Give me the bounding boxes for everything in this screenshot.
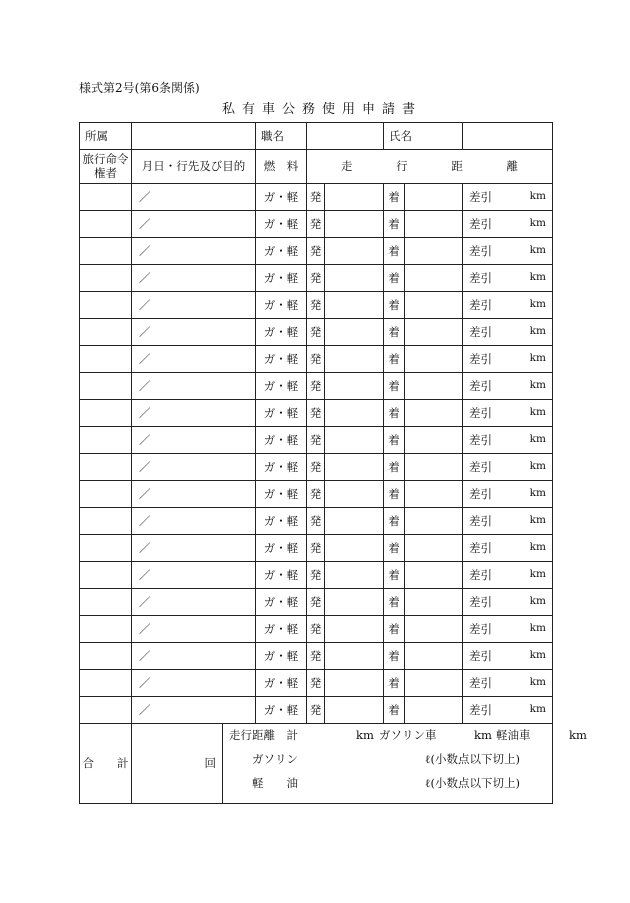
arrive-value[interactable] [405, 211, 463, 238]
authority-cell[interactable] [80, 292, 132, 319]
km-unit: km [529, 406, 546, 418]
authority-cell[interactable] [80, 373, 132, 400]
authority-cell[interactable] [80, 616, 132, 643]
km-unit: km [529, 433, 546, 445]
total-label: 合 計 [80, 724, 132, 804]
fuel-type-cell[interactable]: ガ・軽 [256, 454, 307, 481]
fuel-type-cell[interactable]: ガ・軽 [256, 697, 307, 724]
authority-cell[interactable] [80, 238, 132, 265]
depart-value[interactable] [325, 346, 384, 373]
km-unit: km [529, 352, 546, 364]
name-label-cell [384, 123, 463, 150]
depart-label: 発 [307, 184, 325, 211]
name-label: 氏名 [389, 128, 412, 143]
depart-value[interactable] [325, 562, 384, 589]
difference-cell[interactable] [463, 535, 553, 562]
date-destination-cell[interactable]: ／ [132, 238, 256, 265]
travel-row [80, 265, 553, 292]
depart-value[interactable] [325, 238, 384, 265]
authority-cell[interactable] [80, 265, 132, 292]
arrive-label: 着 [384, 670, 405, 697]
name-field[interactable] [463, 123, 553, 150]
arrive-value[interactable] [405, 616, 463, 643]
distance-header [307, 150, 553, 184]
depart-label: 発 [307, 427, 325, 454]
form-body [80, 123, 587, 804]
difference-cell[interactable] [463, 697, 553, 724]
arrive-label: 着 [384, 454, 405, 481]
arrive-value[interactable] [405, 292, 463, 319]
difference-label: 差引 [469, 595, 492, 609]
authority-header: 旅行命令権者 [80, 150, 132, 184]
arrive-label: 着 [384, 373, 405, 400]
fuel-type-cell[interactable]: ガ・軽 [256, 427, 307, 454]
diesel-label: 軽 油 [252, 776, 298, 790]
authority-cell[interactable] [80, 184, 132, 211]
travel-row [80, 319, 553, 346]
depart-label: 発 [307, 562, 325, 589]
arrive-value[interactable] [405, 184, 463, 211]
authority-cell[interactable] [80, 697, 132, 724]
fuel-type-cell[interactable]: ガ・軽 [256, 616, 307, 643]
summary-line [229, 777, 546, 801]
distance-char-2: 行 [396, 159, 408, 174]
arrive-label: 着 [384, 346, 405, 373]
date-destination-cell[interactable]: ／ [132, 508, 256, 535]
difference-label: 差引 [469, 649, 492, 663]
fuel-type-cell[interactable]: ガ・軽 [256, 643, 307, 670]
authority-cell[interactable] [80, 400, 132, 427]
travel-row [80, 238, 553, 265]
travel-row [80, 454, 553, 481]
authority-cell[interactable] [80, 454, 132, 481]
affiliation-field[interactable] [132, 123, 256, 150]
difference-cell[interactable] [463, 292, 553, 319]
depart-label: 発 [307, 670, 325, 697]
travel-row [80, 481, 553, 508]
arrive-value[interactable] [405, 238, 463, 265]
authority-cell[interactable] [80, 508, 132, 535]
fuel-header: 燃 料 [256, 150, 307, 184]
travel-row [80, 427, 553, 454]
summary-line [229, 753, 546, 777]
km-unit: km [529, 568, 546, 580]
arrive-value[interactable] [405, 319, 463, 346]
arrive-value[interactable] [405, 508, 463, 535]
km-unit: km [529, 379, 546, 391]
travel-row [80, 616, 553, 643]
km-unit-diesel: km [569, 728, 587, 742]
arrive-label: 着 [384, 508, 405, 535]
authority-cell[interactable] [80, 346, 132, 373]
arrive-value[interactable] [405, 400, 463, 427]
count-cell[interactable] [132, 724, 223, 804]
distance-char-1: 走 [341, 159, 353, 174]
travel-row [80, 400, 553, 427]
count-unit: 回 [204, 756, 216, 771]
arrive-label: 着 [384, 265, 405, 292]
depart-value[interactable] [325, 643, 384, 670]
date-destination-cell[interactable]: ／ [132, 265, 256, 292]
date-destination-cell[interactable]: ／ [132, 319, 256, 346]
depart-value[interactable] [325, 697, 384, 724]
travel-row [80, 346, 553, 373]
travel-row [80, 211, 553, 238]
fuel-type-cell[interactable]: ガ・軽 [256, 319, 307, 346]
travel-row [80, 373, 553, 400]
authority-cell[interactable] [80, 670, 132, 697]
difference-cell[interactable] [463, 184, 553, 211]
depart-value[interactable] [325, 535, 384, 562]
depart-value[interactable] [325, 670, 384, 697]
distance-char-3: 距 [451, 159, 463, 174]
date-destination-cell[interactable]: ／ [132, 562, 256, 589]
gasoline-car-label: ガソリン車 [379, 728, 437, 742]
arrive-label: 着 [384, 238, 405, 265]
km-unit: km [529, 325, 546, 337]
travel-row [80, 670, 553, 697]
km-unit-gasoline: km [474, 728, 492, 742]
arrive-value[interactable] [405, 643, 463, 670]
depart-value[interactable] [325, 454, 384, 481]
travel-row [80, 184, 553, 211]
arrive-label: 着 [384, 292, 405, 319]
difference-label: 差引 [469, 433, 492, 447]
summary-line [229, 728, 587, 753]
arrive-label: 着 [384, 319, 405, 346]
depart-value[interactable] [325, 400, 384, 427]
depart-value[interactable] [325, 427, 384, 454]
difference-cell[interactable] [463, 562, 553, 589]
km-unit: km [529, 487, 546, 499]
fuel-type-cell[interactable]: ガ・軽 [256, 400, 307, 427]
difference-label: 差引 [469, 325, 492, 339]
fuel-type-cell[interactable]: ガ・軽 [256, 292, 307, 319]
depart-value[interactable] [325, 265, 384, 292]
summary-row [80, 724, 553, 804]
km-unit: km [529, 649, 546, 661]
fuel-type-cell[interactable]: ガ・軽 [256, 346, 307, 373]
depart-value[interactable] [325, 211, 384, 238]
date-destination-header: 月日・行先及び目的 [132, 150, 256, 184]
depart-value[interactable] [325, 184, 384, 211]
arrive-value[interactable] [405, 697, 463, 724]
fuel-type-cell[interactable]: ガ・軽 [256, 562, 307, 589]
depart-label: 発 [307, 373, 325, 400]
depart-label: 発 [307, 643, 325, 670]
arrive-value[interactable] [405, 481, 463, 508]
depart-label: 発 [307, 454, 325, 481]
date-destination-cell[interactable]: ／ [132, 373, 256, 400]
depart-label: 発 [307, 346, 325, 373]
depart-label: 発 [307, 265, 325, 292]
arrive-value[interactable] [405, 562, 463, 589]
km-unit: km [529, 460, 546, 472]
arrive-label: 着 [384, 562, 405, 589]
difference-cell[interactable] [463, 616, 553, 643]
date-destination-cell[interactable]: ／ [132, 346, 256, 373]
fuel-type-cell[interactable]: ガ・軽 [256, 211, 307, 238]
difference-label: 差引 [469, 271, 492, 285]
depart-value[interactable] [325, 616, 384, 643]
travel-row [80, 697, 553, 724]
difference-cell[interactable] [463, 238, 553, 265]
arrive-label: 着 [384, 616, 405, 643]
arrive-value[interactable] [405, 535, 463, 562]
date-destination-cell[interactable]: ／ [132, 481, 256, 508]
date-destination-cell[interactable]: ／ [132, 211, 256, 238]
fuel-type-cell[interactable]: ガ・軽 [256, 238, 307, 265]
arrive-value[interactable] [405, 589, 463, 616]
km-unit-total: km [356, 728, 374, 742]
depart-value[interactable] [325, 589, 384, 616]
travel-row [80, 562, 553, 589]
fuel-type-cell[interactable]: ガ・軽 [256, 670, 307, 697]
arrive-value[interactable] [405, 346, 463, 373]
affiliation-label: 所属 [80, 123, 132, 150]
authority-cell[interactable] [80, 562, 132, 589]
document-title: 私有車公務使用申請書 [221, 102, 422, 117]
depart-label: 発 [307, 508, 325, 535]
fuel-type-cell[interactable]: ガ・軽 [256, 481, 307, 508]
difference-label: 差引 [469, 703, 492, 717]
position-field[interactable] [307, 123, 384, 150]
fuel-type-cell[interactable]: ガ・軽 [256, 535, 307, 562]
difference-label: 差引 [469, 406, 492, 420]
depart-label: 発 [307, 481, 325, 508]
date-destination-cell[interactable]: ／ [132, 616, 256, 643]
difference-label: 差引 [469, 676, 492, 690]
depart-label: 発 [307, 616, 325, 643]
arrive-label: 着 [384, 427, 405, 454]
km-unit: km [529, 676, 546, 688]
distance-char-4: 離 [506, 159, 518, 174]
authority-cell[interactable] [80, 589, 132, 616]
authority-cell[interactable] [80, 427, 132, 454]
fuel-type-cell[interactable]: ガ・軽 [256, 589, 307, 616]
date-destination-cell[interactable]: ／ [132, 454, 256, 481]
difference-label: 差引 [469, 190, 492, 204]
difference-cell[interactable] [463, 400, 553, 427]
fuel-type-cell[interactable]: ガ・軽 [256, 265, 307, 292]
arrive-value[interactable] [405, 454, 463, 481]
difference-label: 差引 [469, 352, 492, 366]
date-destination-cell[interactable]: ／ [132, 427, 256, 454]
application-form-table [79, 122, 587, 804]
date-destination-cell[interactable]: ／ [132, 643, 256, 670]
km-unit: km [529, 190, 546, 202]
arrive-value[interactable] [405, 373, 463, 400]
km-unit: km [529, 244, 546, 256]
date-destination-cell[interactable]: ／ [132, 292, 256, 319]
arrive-value[interactable] [405, 427, 463, 454]
km-unit: km [529, 514, 546, 526]
depart-value[interactable] [325, 373, 384, 400]
depart-value[interactable] [325, 319, 384, 346]
depart-label: 発 [307, 211, 325, 238]
travel-row [80, 508, 553, 535]
date-destination-cell[interactable]: ／ [132, 589, 256, 616]
authority-cell[interactable] [80, 319, 132, 346]
travel-row [80, 589, 553, 616]
difference-label: 差引 [469, 298, 492, 312]
authority-cell[interactable] [80, 211, 132, 238]
header-row [80, 123, 553, 150]
difference-cell[interactable] [463, 346, 553, 373]
difference-cell[interactable] [463, 211, 553, 238]
km-unit: km [529, 541, 546, 553]
difference-label: 差引 [469, 541, 492, 555]
km-unit: km [529, 271, 546, 283]
difference-label: 差引 [469, 460, 492, 474]
arrive-value[interactable] [405, 670, 463, 697]
km-unit: km [529, 703, 546, 715]
diesel-car-label: 軽油車 [496, 728, 531, 742]
difference-cell[interactable] [463, 319, 553, 346]
depart-label: 発 [307, 697, 325, 724]
gasoline-liter-unit: ℓ(小数点以下切上) [425, 752, 520, 766]
depart-label: 発 [307, 400, 325, 427]
authority-cell[interactable] [80, 643, 132, 670]
difference-cell[interactable] [463, 670, 553, 697]
difference-cell[interactable] [463, 643, 553, 670]
depart-value[interactable] [325, 508, 384, 535]
gasoline-label: ガソリン [252, 752, 298, 766]
date-destination-cell[interactable]: ／ [132, 670, 256, 697]
travel-row [80, 535, 553, 562]
arrive-value[interactable] [405, 265, 463, 292]
difference-cell[interactable] [463, 589, 553, 616]
arrive-label: 着 [384, 400, 405, 427]
difference-cell[interactable] [463, 427, 553, 454]
km-unit: km [529, 298, 546, 310]
authority-cell[interactable] [80, 535, 132, 562]
form-number: 様式第2号(第6条関係) [79, 81, 200, 95]
difference-label: 差引 [469, 568, 492, 582]
travel-row [80, 643, 553, 670]
arrive-label: 着 [384, 643, 405, 670]
position-label [256, 123, 307, 150]
difference-label: 差引 [469, 244, 492, 258]
difference-label: 差引 [469, 622, 492, 636]
distance-total-label: 走行距離 計 [229, 728, 298, 742]
arrive-label: 着 [384, 481, 405, 508]
km-unit: km [529, 622, 546, 634]
km-unit: km [529, 217, 546, 229]
difference-cell[interactable] [463, 373, 553, 400]
depart-label: 発 [307, 319, 325, 346]
fuel-type-cell[interactable]: ガ・軽 [256, 508, 307, 535]
arrive-label: 着 [384, 697, 405, 724]
travel-row [80, 292, 553, 319]
difference-label: 差引 [469, 379, 492, 393]
arrive-label: 着 [384, 211, 405, 238]
column-header-row [80, 150, 553, 184]
arrive-label: 着 [384, 184, 405, 211]
authority-cell[interactable] [80, 481, 132, 508]
date-destination-cell[interactable]: ／ [132, 184, 256, 211]
difference-label: 差引 [469, 514, 492, 528]
arrive-label: 着 [384, 535, 405, 562]
depart-label: 発 [307, 589, 325, 616]
depart-value[interactable] [325, 292, 384, 319]
depart-label: 発 [307, 292, 325, 319]
arrive-label: 着 [384, 589, 405, 616]
date-destination-cell[interactable]: ／ [132, 697, 256, 724]
fuel-type-cell[interactable]: ガ・軽 [256, 184, 307, 211]
depart-label: 発 [307, 238, 325, 265]
date-destination-cell[interactable]: ／ [132, 535, 256, 562]
position-label-text: 職名 [261, 128, 284, 143]
difference-label: 差引 [469, 487, 492, 501]
difference-cell[interactable] [463, 508, 553, 535]
difference-cell[interactable] [463, 481, 553, 508]
fuel-type-cell[interactable]: ガ・軽 [256, 373, 307, 400]
difference-cell[interactable] [463, 454, 553, 481]
date-destination-cell[interactable]: ／ [132, 400, 256, 427]
diesel-liter-unit: ℓ(小数点以下切上) [425, 776, 520, 790]
km-unit: km [529, 595, 546, 607]
summary-details [223, 724, 587, 804]
depart-value[interactable] [325, 481, 384, 508]
depart-label: 発 [307, 535, 325, 562]
difference-label: 差引 [469, 217, 492, 231]
difference-cell[interactable] [463, 265, 553, 292]
